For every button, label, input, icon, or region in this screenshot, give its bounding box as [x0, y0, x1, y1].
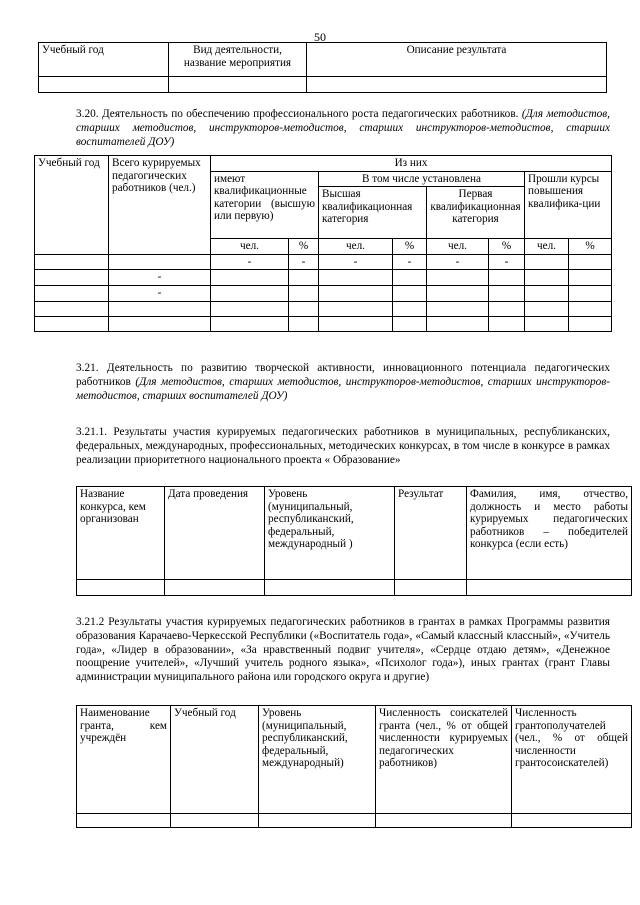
unit-people: чел. — [211, 239, 289, 255]
table-cell — [109, 316, 211, 331]
table-cell — [376, 814, 512, 828]
table-cell — [289, 301, 319, 316]
table-cell — [569, 270, 612, 286]
table-cell — [35, 301, 109, 316]
table-cell — [35, 270, 109, 286]
table-cell — [393, 316, 427, 331]
table-cell — [35, 254, 109, 270]
table-cell: - — [109, 285, 211, 301]
table-cell — [395, 580, 467, 596]
unit-people: чел. — [525, 239, 569, 255]
header-date: Дата проведения — [165, 487, 265, 580]
header-first-category: Первая квалификационная категория — [427, 187, 525, 239]
table-cell — [427, 270, 489, 286]
table-cell — [319, 270, 393, 286]
table-cell — [77, 580, 165, 596]
table-cell — [169, 77, 307, 93]
header-of-them: Из них — [211, 156, 612, 172]
table-cell — [211, 316, 289, 331]
contest-results-table — [76, 486, 632, 596]
table-row — [35, 301, 612, 316]
header-year: Учебный год — [39, 43, 169, 77]
unit-percent: % — [289, 239, 319, 255]
table-cell — [489, 285, 525, 301]
table-cell — [307, 77, 607, 93]
unit-percent: % — [489, 239, 525, 255]
table-cell — [289, 316, 319, 331]
table-row — [35, 254, 612, 270]
table-cell — [259, 814, 376, 828]
header-recipients: Численность грантополучателей (чел., % от общей численности грантосоискателей) — [512, 706, 632, 814]
section-3-20-title: 3.20. Деятельность по обеспечению профессионального роста педагогических работников. — [76, 108, 519, 120]
table-cell — [77, 814, 171, 828]
table-cell — [109, 254, 211, 270]
table-cell — [393, 270, 427, 286]
table-cell — [525, 285, 569, 301]
table-cell — [427, 285, 489, 301]
header-grant-name: Наименование гранта, кем учреждён — [77, 706, 171, 814]
section-3-21-note: (Для методистов, старших методистов, инструкторов-методистов, старших инструкторов-методистов, старших воспитателей ДОУ) — [76, 375, 610, 402]
table-cell — [109, 301, 211, 316]
table-cell — [211, 301, 289, 316]
header-courses: Прошли курсы повышения квалифика-ции — [525, 171, 612, 239]
header-level: Уровень (муниципальный, республиканский, федеральный, международный ) — [265, 487, 395, 580]
section-3-21-title: 3.21. Деятельность по развитию творческой активности, инновационного потенциала педагогических работников — [76, 362, 610, 388]
header-highest-category: Высшая квалификационная категория — [319, 187, 427, 239]
table-cell: - — [109, 270, 211, 286]
table-cell — [35, 316, 109, 331]
header-including: В том числе установлена — [319, 171, 525, 187]
table-cell — [39, 77, 169, 93]
table-cell — [512, 814, 632, 828]
table-cell — [525, 316, 569, 331]
header-contest-name: Название конкурса, кем организован — [77, 487, 165, 580]
table-cell — [467, 580, 632, 596]
table-cell — [393, 285, 427, 301]
table-cell: - — [427, 254, 489, 270]
table-cell — [569, 254, 612, 270]
header-total-staff: Всего курируемых педагогических работников (чел.) — [109, 156, 211, 255]
table-cell — [289, 285, 319, 301]
table-cell — [289, 270, 319, 286]
table-cell — [427, 316, 489, 331]
table-cell — [525, 270, 569, 286]
table-cell — [319, 316, 393, 331]
section-3-21-2: 3.21.2 Результаты участия курируемых педагогических работников в грантах в рамках Программы развития образования Карачаево-Черкесской Республики («Воспитатель года», «Самый классный классный», «Учитель года», «Лидер в образовании», «За нравственный подвиг учителя», «Сердце отдаю детям», «Денежное поощрение учителей», «Лучший учитель родного языка», «Психолог года»), иных грантах (грант Главы администрации муниципального района или городского округа и другие) — [76, 616, 610, 684]
section-3-21 — [76, 362, 610, 403]
section-3-20 — [76, 108, 610, 149]
table-cell — [35, 285, 109, 301]
unit-percent: % — [569, 239, 612, 255]
table-cell — [319, 285, 393, 301]
header-year: Учебный год — [171, 706, 259, 814]
table-cell — [265, 580, 395, 596]
table-cell — [211, 270, 289, 286]
table-cell: - — [319, 254, 393, 270]
header-have-categories: имеют квалификационные категории (высшую или первую) — [211, 171, 319, 239]
header-result-description: Описание результата — [307, 43, 607, 77]
table-cell: - — [393, 254, 427, 270]
table-cell — [319, 301, 393, 316]
table-cell — [489, 270, 525, 286]
header-applicants: Численность соискателей гранта (чел., % от общей численности курируемых педагогических работников) — [376, 706, 512, 814]
table-cell — [525, 301, 569, 316]
table-cell — [489, 301, 525, 316]
table-cell: - — [489, 254, 525, 270]
header-activity: Вид деятельности, название мероприятия — [169, 43, 307, 77]
header-result: Результат — [395, 487, 467, 580]
qualification-table — [34, 155, 612, 332]
header-level: Уровень (муниципальный, республиканский, федеральный, международный) — [259, 706, 376, 814]
table-cell — [165, 580, 265, 596]
header-winners: Фамилия, имя, отчество, должность и место работы курируемых педагогических работников – победителей конкурса (если есть) — [467, 487, 632, 580]
table-cell — [171, 814, 259, 828]
table-cell — [525, 254, 569, 270]
table-cell: - — [289, 254, 319, 270]
section-3-21-1: 3.21.1. Результаты участия курируемых педагогических работников в муниципальных, республиканских, федеральных, международных, профессиональных, методических конкурсах, в том числе в конкурсе в рамках реализации приоритетного национального проекта « Образование» — [76, 426, 610, 466]
unit-people: чел. — [319, 239, 393, 255]
table-cell — [569, 316, 612, 331]
table-cell — [211, 285, 289, 301]
table-cell — [569, 301, 612, 316]
section-3-20-note: (Для методистов, старших методистов, инструкторов-методистов, старших инструкторов-методистов, старших воспитателей ДОУ) — [76, 108, 610, 148]
table-row — [35, 316, 612, 331]
activity-results-table — [38, 42, 607, 93]
header-year: Учебный год — [35, 156, 109, 255]
table-row — [35, 285, 612, 301]
unit-people: чел. — [427, 239, 489, 255]
table-cell: - — [211, 254, 289, 270]
table-row — [35, 270, 612, 286]
page-number: 50 — [314, 30, 326, 44]
table-cell — [393, 301, 427, 316]
table-cell — [427, 301, 489, 316]
unit-percent: % — [393, 239, 427, 255]
table-cell — [489, 316, 525, 331]
grants-table — [76, 705, 632, 828]
table-cell — [569, 285, 612, 301]
